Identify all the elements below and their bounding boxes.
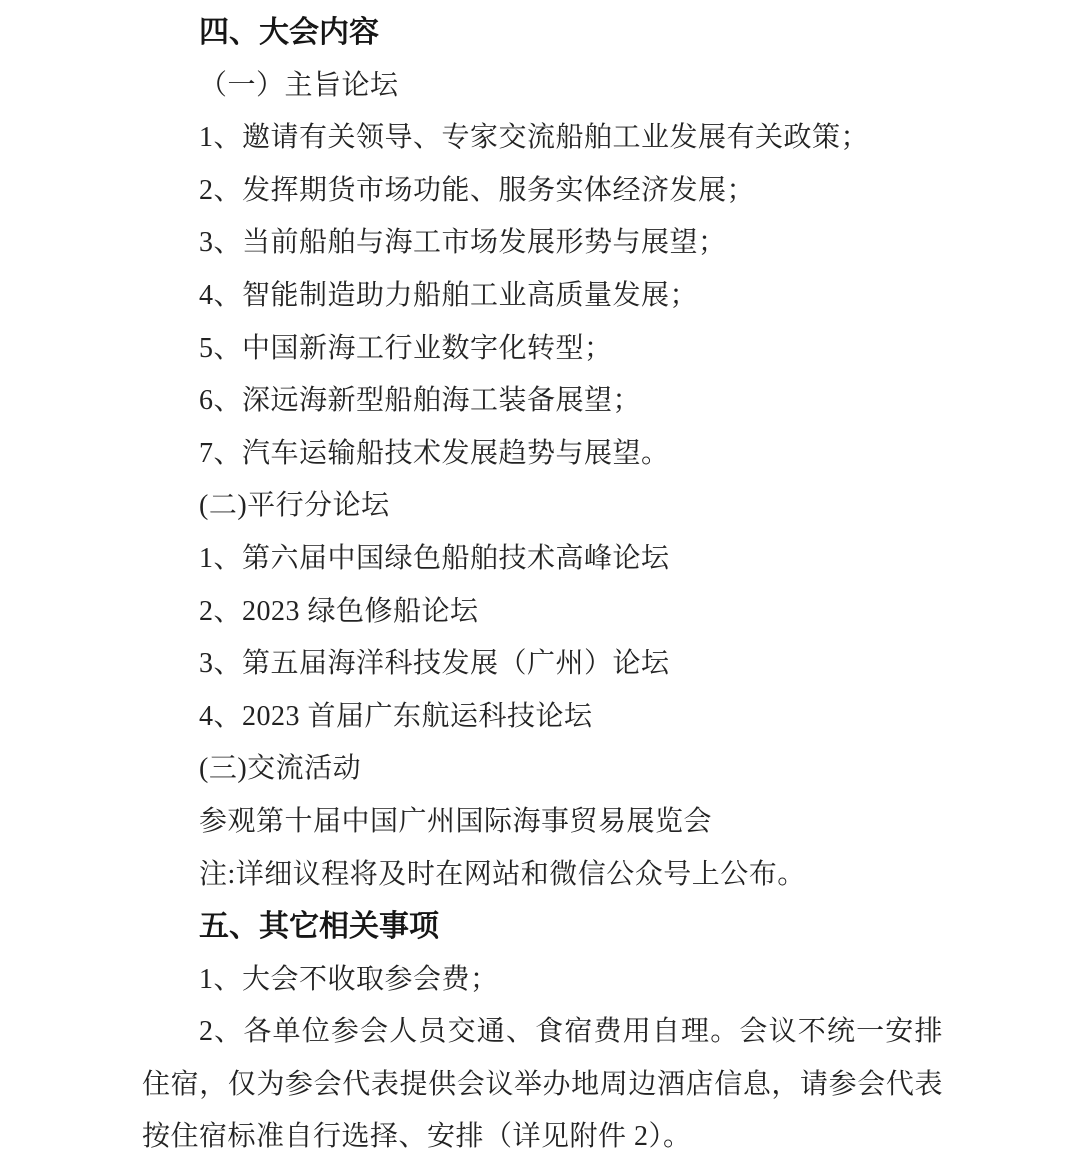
keynote-forum-item: 1、邀请有关领导、专家交流船舶工业发展有关政策； [199, 122, 870, 154]
keynote-forum-item: 5、中国新海工行业数字化转型； [199, 332, 613, 364]
accommodation-line: 住宿，仅为参会代表提供会议举办地周边酒店信息，请参会代表 [142, 1068, 943, 1100]
keynote-forum-item: 6、深远海新型船舶海工装备展望； [199, 385, 642, 417]
exchange-activity-item: 参观第十届中国广州国际海事贸易展览会 [199, 805, 713, 837]
agenda-note: 注:详细议程将及时在网站和微信公众号上公布。 [199, 858, 806, 890]
parallel-forum-heading: (二)平行分论坛 [199, 490, 390, 522]
parallel-forum-item: 4、2023 首届广东航运科技论坛 [199, 700, 593, 732]
parallel-forum-item: 1、第六届中国绿色船舶技术高峰论坛 [199, 542, 670, 574]
section-5-heading: 五、其它相关事项 [199, 910, 439, 944]
keynote-forum-item: 3、当前船舶与海工市场发展形势与展望； [199, 227, 727, 259]
keynote-forum-heading: （一）主旨论坛 [199, 69, 399, 101]
keynote-forum-item: 2、发挥期货市场功能、服务实体经济发展； [199, 174, 756, 206]
parallel-forum-item: 3、第五届海洋科技发展（广州）论坛 [199, 648, 670, 680]
parallel-forum-item: 2、2023 绿色修船论坛 [199, 595, 479, 627]
keynote-forum-item: 4、智能制造助力船舶工业高质量发展； [199, 279, 699, 311]
fee-item: 1、大会不收取参会费； [199, 963, 499, 995]
exchange-activity-heading: (三)交流活动 [199, 753, 362, 785]
accommodation-line: 2、各单位参会人员交通、食宿费用自理。会议不统一安排 [199, 1016, 943, 1048]
keynote-forum-item: 7、汽车运输船技术发展趋势与展望。 [199, 437, 670, 469]
section-4-heading: 四、大会内容 [199, 16, 379, 49]
accommodation-line: 按住宿标准自行选择、安排（详见附件 2）。 [142, 1121, 692, 1153]
